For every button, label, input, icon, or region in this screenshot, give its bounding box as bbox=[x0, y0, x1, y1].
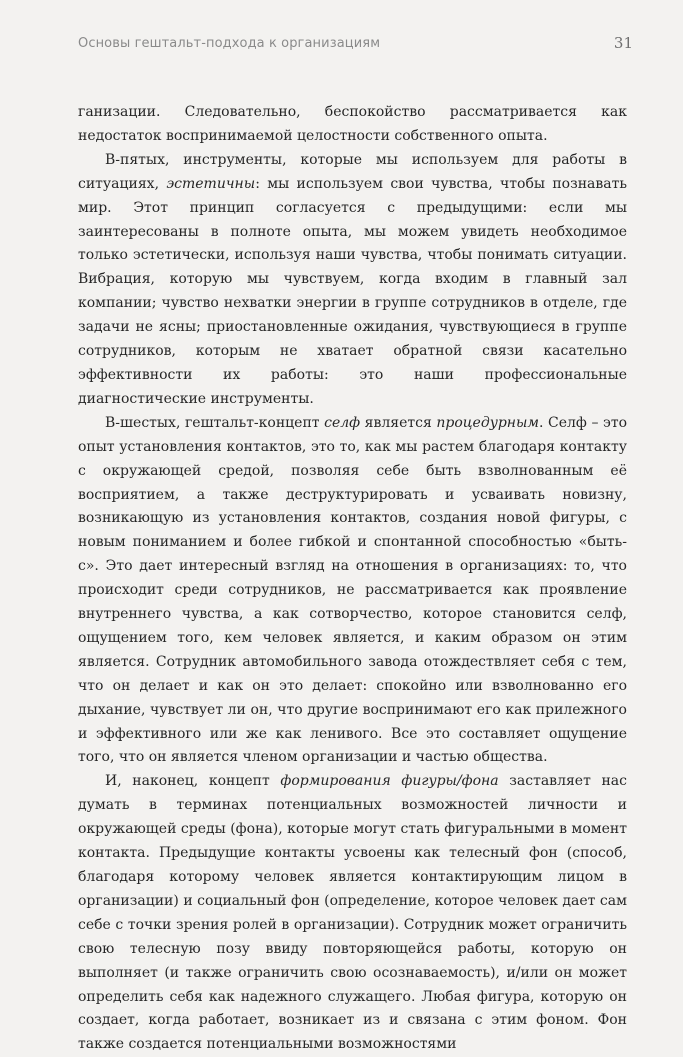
text-segment: . Селф – это опыт установления контактов, это то, как мы растем благодаря контакту с окружающей средой, позволяя себе быть взволнованным её восприятием, а также деструктурировать и усваивать новизну, возникающую из установления контактов, создания новой фигуры, с новым пониманием и более гибкой и спонтанной способностью «быть-с». Это дает интересный взгляд на отношения в организациях: то, что происходит среди сотрудников, не рассматривается как проявление внутреннего чувства, а как сотворчество, которое становится селф, ощущением того, кем человек является, и каким образом он этим является. Сотрудник автомобильного завода отождествляет себя с тем, что он делает и как он это делает: спокойно или взволнованно его дыхание, чувствует ли он, что другие воспринимают его как прилежного и эффективного или же как ленивого. Все это составляет ощущение того, что он является членом организации и частью общества. bbox=[78, 414, 628, 766]
paragraph-fifth-principle bbox=[78, 149, 627, 412]
text-segment: ганизации. Следовательно, беспокойство рассматривается как недостаток воспринимаемой целостности собственного опыта. bbox=[78, 104, 627, 144]
paragraph-figure-ground bbox=[78, 770, 627, 1057]
italic-term: селф bbox=[324, 414, 361, 431]
paragraph-sixth-principle bbox=[78, 412, 627, 771]
text-segment: И, наконец, концепт bbox=[105, 773, 281, 790]
text-segment: В-пятых, инструменты, которые мы используем для работы в ситуациях, bbox=[78, 151, 627, 192]
text-segment: заставляет нас думать в терминах потенциальных возможностей личности и окружающей среды (фона), которые могут стать фигуральными в момент контакта. Предыдущие контакты усвоены как телесный фон (способ, благодаря которому человек является контактирующим лицом в организации) и социальный фон (определение, которое человек дает сам себе с точки зрения ролей в организации). Сотрудник может ограничить свою телесную позу ввиду повторяющейся работы, которую он выполняет (и также ограничить свою осознаваемость), и/или он может определить себя как надежного служащего. Любая фигура, которую он создает, когда работает, возникает из и связана с этим фоном. Фон также создается потенциальными возможностями bbox=[78, 773, 627, 1053]
page-number: 31 bbox=[613, 34, 633, 52]
running-header: Основы гештальт-подхода к организациям bbox=[78, 36, 381, 51]
italic-term: формирования фигуры/фона bbox=[280, 773, 499, 790]
text-segment: В-шестых, гештальт-концепт bbox=[105, 414, 325, 431]
text-segment: : мы используем свои чувства, чтобы познавать мир. Этот принцип согласуется с предыдущими: если мы заинтересованы в полноте опыта, мы можем увидеть необходимое только эстетически, используя наши чувства, чтобы понимать ситуации. Вибрация, которую мы чувствуем, когда входим в главный зал компании; чувство нехватки энергии в группе сотрудников в отделе, где задачи не ясны; приостановленные ожидания, чувствующиеся в группе сотрудников, которым не хватает обратной связи касательно эффективности их работы: это наши профессиональные диагностические инструменты. bbox=[78, 175, 627, 407]
paragraph-continuation bbox=[78, 101, 627, 149]
body-text bbox=[78, 101, 627, 1057]
text-segment: является bbox=[360, 414, 437, 431]
italic-term: процедурным bbox=[436, 414, 540, 431]
italic-term: эстетичны bbox=[166, 175, 256, 192]
